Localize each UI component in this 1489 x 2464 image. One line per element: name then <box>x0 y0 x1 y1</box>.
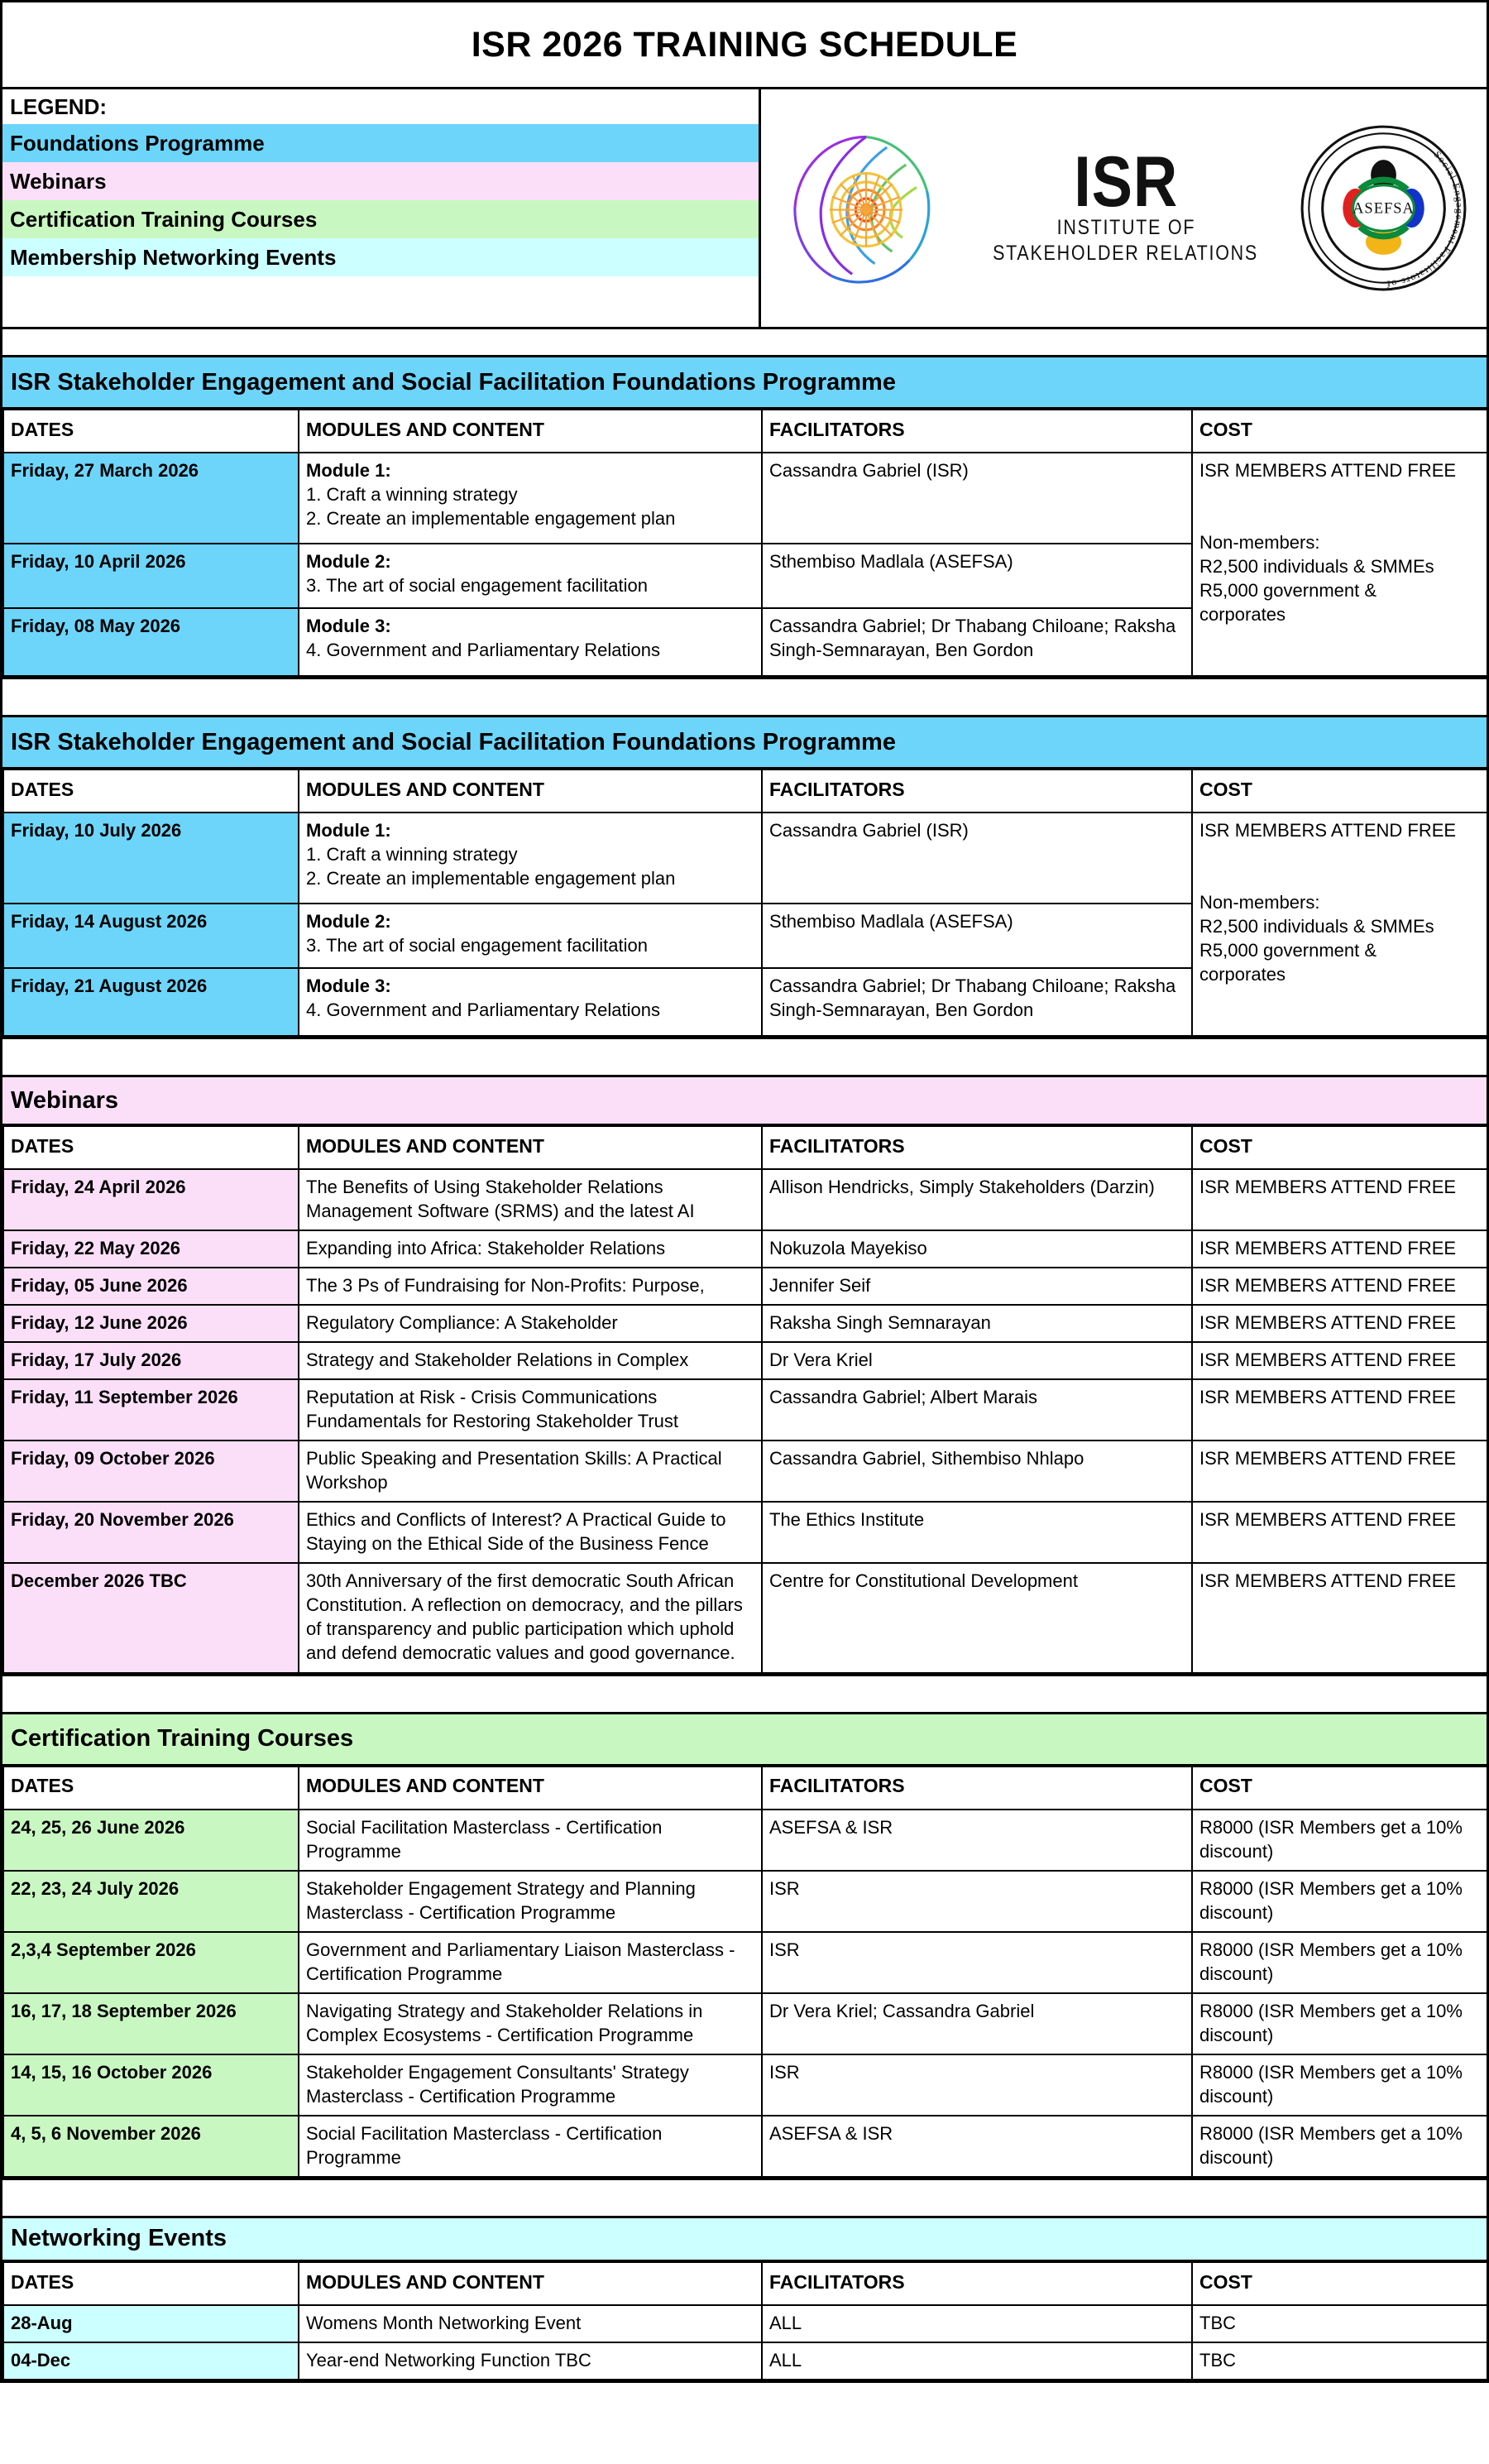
logo-panel <box>761 89 1487 327</box>
cell-cost: TBC <box>1192 2342 1487 2380</box>
col-header-modules: MODULES AND CONTENT <box>299 1126 762 1169</box>
col-header-cost: COST <box>1192 1767 1487 1810</box>
legend-item-certification: Certification Training Courses <box>2 200 759 238</box>
cell-dates: Friday, 09 October 2026 <box>3 1441 299 1502</box>
cell-content: 30th Anniversary of the first democratic South African Constitution. A reflection on democracy, and the pillars of transparency and public participation which uphold and defend democratic values and good governance. <box>299 1563 762 1672</box>
cell-content: Social Facilitation Masterclass - Certification Programme <box>299 1810 762 1871</box>
section-title-foundations-1: ISR Stakeholder Engagement and Social Facilitation Foundations Programme <box>2 357 1487 409</box>
col-header-dates: DATES <box>3 1126 299 1169</box>
cell-dates: December 2026 TBC <box>3 1563 299 1672</box>
table-row <box>3 1810 1487 1871</box>
cell-facilitators: Cassandra Gabriel; Dr Thabang Chiloane; Raksha Singh-Semnarayan, Ben Gordon <box>762 608 1192 676</box>
module-line: 4. Government and Parliamentary Relations <box>306 640 660 661</box>
cell-dates: Friday, 12 June 2026 <box>3 1305 299 1342</box>
cell-facilitators: Cassandra Gabriel; Dr Thabang Chiloane; Raksha Singh-Semnarayan, Ben Gordon <box>762 968 1192 1036</box>
col-header-dates: DATES <box>3 769 299 813</box>
isr-spiral-logo <box>779 119 953 297</box>
cell-modules <box>299 608 762 676</box>
cell-content: The 3 Ps of Fundraising for Non-Profits: Purpose, <box>299 1268 762 1305</box>
col-header-cost: COST <box>1192 1126 1487 1169</box>
table-row <box>3 1305 1487 1342</box>
section-title-certification: Certification Training Courses <box>2 1714 1487 1766</box>
cell-facilitators: ISR <box>762 1932 1192 1993</box>
section-webinars <box>0 1077 1489 1676</box>
cell-cost: TBC <box>1192 2305 1487 2342</box>
cell-content: Social Facilitation Masterclass - Certification Programme <box>299 2116 762 2177</box>
cell-dates: Friday, 21 August 2026 <box>3 968 299 1036</box>
cell-cost: ISR MEMBERS ATTEND FREE <box>1192 1342 1487 1379</box>
module-line: 1. Craft a winning strategy <box>306 844 518 865</box>
table-row <box>3 1230 1487 1268</box>
table-row <box>3 1342 1487 1379</box>
table-row <box>3 2305 1487 2342</box>
col-header-modules: MODULES AND CONTENT <box>299 410 762 453</box>
legend-panel <box>2 89 761 327</box>
col-header-dates: DATES <box>3 1767 299 1810</box>
table-row <box>3 1993 1487 2054</box>
cell-facilitators: Cassandra Gabriel (ISR) <box>762 813 1192 904</box>
module-line: 2. Create an implementable engagement plan <box>306 868 676 889</box>
cell-content: Government and Parliamentary Liaison Masterclass - Certification Programme <box>299 1932 762 1993</box>
table-header-row <box>3 769 1487 813</box>
module-line: 3. The art of social engagement facilitation <box>306 935 648 956</box>
cell-dates: 24, 25, 26 June 2026 <box>3 1810 299 1871</box>
col-header-modules: MODULES AND CONTENT <box>299 1767 762 1810</box>
schedule-table-foundations-2 <box>2 769 1488 1037</box>
col-header-facilitators: FACILITATORS <box>762 1126 1192 1169</box>
isr-wordmark <box>971 141 1280 267</box>
table-row <box>3 2342 1487 2380</box>
asefsa-circular-logo <box>1299 123 1468 293</box>
col-header-facilitators: FACILITATORS <box>762 769 1192 813</box>
cell-dates: Friday, 05 June 2026 <box>3 1268 299 1305</box>
spacer <box>0 1039 1489 1077</box>
spacer <box>0 1676 1489 1714</box>
cell-cost: ISR MEMBERS ATTEND FREE Non-members: R2,500 individuals & SMMEs R5,000 government & corporates <box>1192 813 1487 1036</box>
asefsa-center-text: ASEFSA <box>1352 199 1415 217</box>
cell-dates: Friday, 22 May 2026 <box>3 1230 299 1268</box>
cell-content: Regulatory Compliance: A Stakeholder <box>299 1305 762 1342</box>
cell-cost: R8000 (ISR Members get a 10% discount) <box>1192 1932 1487 1993</box>
cell-facilitators: Cassandra Gabriel; Albert Marais <box>762 1379 1192 1441</box>
cell-modules <box>299 813 762 904</box>
col-header-facilitators: FACILITATORS <box>762 2262 1192 2305</box>
cell-cost: ISR MEMBERS ATTEND FREE <box>1192 1441 1487 1502</box>
schedule-table-certification <box>2 1766 1488 2178</box>
cell-dates: Friday, 10 July 2026 <box>3 813 299 904</box>
cell-dates: Friday, 20 November 2026 <box>3 1502 299 1563</box>
cell-cost: ISR MEMBERS ATTEND FREE <box>1192 1169 1487 1230</box>
cell-cost: ISR MEMBERS ATTEND FREE <box>1192 1230 1487 1268</box>
module-line: 3. The art of social engagement facilitation <box>306 575 648 597</box>
table-row <box>3 813 1487 904</box>
cell-dates: 4, 5, 6 November 2026 <box>3 2116 299 2177</box>
col-header-dates: DATES <box>3 410 299 453</box>
table-row <box>3 1169 1487 1230</box>
section-title-networking: Networking Events <box>2 2218 1487 2261</box>
legend-and-logo-band <box>0 89 1489 329</box>
col-header-modules: MODULES AND CONTENT <box>299 769 762 813</box>
cell-facilitators: Cassandra Gabriel (ISR) <box>762 453 1192 544</box>
cell-dates: 16, 17, 18 September 2026 <box>3 1993 299 2054</box>
cell-facilitators: Sthembiso Madlala (ASEFSA) <box>762 904 1192 968</box>
cell-dates: Friday, 10 April 2026 <box>3 544 299 608</box>
cell-cost: R8000 (ISR Members get a 10% discount) <box>1192 1993 1487 2054</box>
spacer-after-legend <box>0 329 1489 357</box>
schedule-table-webinars <box>2 1125 1488 1674</box>
cell-content: Public Speaking and Presentation Skills: A Practical Workshop <box>299 1441 762 1502</box>
cell-dates: Friday, 08 May 2026 <box>3 608 299 676</box>
cell-facilitators: ALL <box>762 2305 1192 2342</box>
col-header-cost: COST <box>1192 769 1487 813</box>
cell-facilitators: ISR <box>762 1871 1192 1932</box>
legend-spacer <box>2 276 759 327</box>
cell-dates: 14, 15, 16 October 2026 <box>3 2054 299 2116</box>
page-title: ISR 2026 TRAINING SCHEDULE <box>471 24 1018 65</box>
cell-dates: Friday, 14 August 2026 <box>3 904 299 968</box>
table-header-row <box>3 410 1487 453</box>
spacer <box>0 2180 1489 2218</box>
cell-content: Expanding into Africa: Stakeholder Relations <box>299 1230 762 1268</box>
cell-facilitators: Allison Hendricks, Simply Stakeholders (Darzin) <box>762 1169 1192 1230</box>
cell-content: Stakeholder Engagement Strategy and Planning Masterclass - Certification Programme <box>299 1871 762 1932</box>
module-heading: Module 2: <box>306 911 391 932</box>
cell-modules <box>299 968 762 1036</box>
cell-modules <box>299 453 762 544</box>
section-certification <box>0 1714 1489 2180</box>
schedule-table-foundations-1 <box>2 409 1488 677</box>
cell-dates: 04-Dec <box>3 2342 299 2380</box>
cell-facilitators: Sthembiso Madlala (ASEFSA) <box>762 544 1192 608</box>
cell-facilitators: Cassandra Gabriel, Sithembiso Nhlapo <box>762 1441 1192 1502</box>
cell-cost: R8000 (ISR Members get a 10% discount) <box>1192 2054 1487 2116</box>
cell-facilitators: Raksha Singh Semnarayan <box>762 1305 1192 1342</box>
legend-item-foundations: Foundations Programme <box>2 124 759 162</box>
cell-dates: 22, 23, 24 July 2026 <box>3 1871 299 1932</box>
cell-facilitators: ASEFSA & ISR <box>762 1810 1192 1871</box>
cell-cost: ISR MEMBERS ATTEND FREE <box>1192 1305 1487 1342</box>
cell-facilitators: Dr Vera Kriel; Cassandra Gabriel <box>762 1993 1192 2054</box>
cell-content: The Benefits of Using Stakeholder Relations Management Software (SRMS) and the latest AI <box>299 1169 762 1230</box>
cell-cost: ISR MEMBERS ATTEND FREE <box>1192 1268 1487 1305</box>
module-heading: Module 1: <box>306 820 391 841</box>
cell-dates: Friday, 27 March 2026 <box>3 453 299 544</box>
col-header-facilitators: FACILITATORS <box>762 410 1192 453</box>
table-row <box>3 1871 1487 1932</box>
table-row <box>3 1441 1487 1502</box>
col-header-dates: DATES <box>3 2262 299 2305</box>
table-row <box>3 2054 1487 2116</box>
table-row <box>3 1268 1487 1305</box>
col-header-cost: COST <box>1192 410 1487 453</box>
cell-modules <box>299 904 762 968</box>
section-title-foundations-2: ISR Stakeholder Engagement and Social Facilitation Foundations Programme <box>2 717 1487 769</box>
cell-cost: ISR MEMBERS ATTEND FREE <box>1192 1379 1487 1441</box>
cell-facilitators: ALL <box>762 2342 1192 2380</box>
section-networking <box>0 2218 1489 2383</box>
legend-heading: LEGEND: <box>10 93 107 119</box>
module-line: 1. Craft a winning strategy <box>306 484 518 506</box>
cell-content: Strategy and Stakeholder Relations in Complex <box>299 1342 762 1379</box>
module-heading: Module 1: <box>306 460 391 481</box>
table-row <box>3 1932 1487 1993</box>
spacer <box>0 679 1489 717</box>
table-row <box>3 1379 1487 1441</box>
cell-cost: R8000 (ISR Members get a 10% discount) <box>1192 1871 1487 1932</box>
table-row <box>3 453 1487 544</box>
cell-facilitators: The Ethics Institute <box>762 1502 1192 1563</box>
cell-cost: ISR MEMBERS ATTEND FREE <box>1192 1502 1487 1563</box>
module-heading: Module 3: <box>306 616 391 636</box>
cell-content: Year-end Networking Function TBC <box>299 2342 762 2380</box>
cell-dates: Friday, 17 July 2026 <box>3 1342 299 1379</box>
isr-tagline-line2: STAKEHOLDER RELATIONS <box>993 242 1259 266</box>
cell-facilitators: Nokuzola Mayekiso <box>762 1230 1192 1268</box>
cell-content: Navigating Strategy and Stakeholder Relations in Complex Ecosystems - Certification Programme <box>299 1993 762 2054</box>
cell-facilitators: Jennifer Seif <box>762 1268 1192 1305</box>
module-heading: Module 3: <box>306 976 391 996</box>
section-foundations-1 <box>0 357 1489 679</box>
legend-item-networking: Membership Networking Events <box>2 238 759 276</box>
isr-acronym: ISR <box>1074 141 1178 222</box>
col-header-modules: MODULES AND CONTENT <box>299 2262 762 2305</box>
cell-content: Womens Month Networking Event <box>299 2305 762 2342</box>
isr-tagline-line1: INSTITUTE OF <box>1056 215 1195 239</box>
module-heading: Module 2: <box>306 551 391 572</box>
col-header-facilitators: FACILITATORS <box>762 1767 1192 1810</box>
cell-cost: ISR MEMBERS ATTEND FREE Non-members: R2,500 individuals & SMMEs R5,000 government & corporates <box>1192 453 1487 676</box>
schedule-sections <box>0 357 1489 2383</box>
table-header-row <box>3 1767 1487 1810</box>
document-title-bar <box>0 0 1489 89</box>
module-line: 4. Government and Parliamentary Relations <box>306 1000 660 1021</box>
table-header-row <box>3 2262 1487 2305</box>
cell-cost: R8000 (ISR Members get a 10% discount) <box>1192 1810 1487 1871</box>
cell-dates: Friday, 11 September 2026 <box>3 1379 299 1441</box>
cell-dates: 2,3,4 September 2026 <box>3 1932 299 1993</box>
col-header-cost: COST <box>1192 2262 1487 2305</box>
table-row <box>3 1563 1487 1672</box>
cell-content: Ethics and Conflicts of Interest? A Practical Guide to Staying on the Ethical Side of the Business Fence <box>299 1502 762 1563</box>
schedule-table-networking <box>2 2261 1488 2380</box>
cell-content: Stakeholder Engagement Consultants' Strategy Masterclass - Certification Programme <box>299 2054 762 2116</box>
cell-modules <box>299 544 762 608</box>
cell-facilitators: ISR <box>762 2054 1192 2116</box>
cell-dates: 28-Aug <box>3 2305 299 2342</box>
cell-cost: ISR MEMBERS ATTEND FREE <box>1192 1563 1487 1672</box>
legend-item-webinars: Webinars <box>2 162 759 200</box>
section-title-webinars: Webinars <box>2 1077 1487 1125</box>
svg-text:Social Engagement Facilitators: Social Engagement Facilitators of <box>1385 149 1465 290</box>
cell-cost: R8000 (ISR Members get a 10% discount) <box>1192 2116 1487 2177</box>
cell-facilitators: Centre for Constitutional Development <box>762 1563 1192 1672</box>
cell-dates: Friday, 24 April 2026 <box>3 1169 299 1230</box>
cell-content: Reputation at Risk - Crisis Communications Fundamentals for Restoring Stakeholder Trust <box>299 1379 762 1441</box>
module-line: 2. Create an implementable engagement plan <box>306 508 676 530</box>
section-foundations-2 <box>0 717 1489 1039</box>
table-row <box>3 1502 1487 1563</box>
table-header-row <box>3 1126 1487 1169</box>
table-row <box>3 2116 1487 2177</box>
cell-facilitators: Dr Vera Kriel <box>762 1342 1192 1379</box>
cell-facilitators: ASEFSA & ISR <box>762 2116 1192 2177</box>
